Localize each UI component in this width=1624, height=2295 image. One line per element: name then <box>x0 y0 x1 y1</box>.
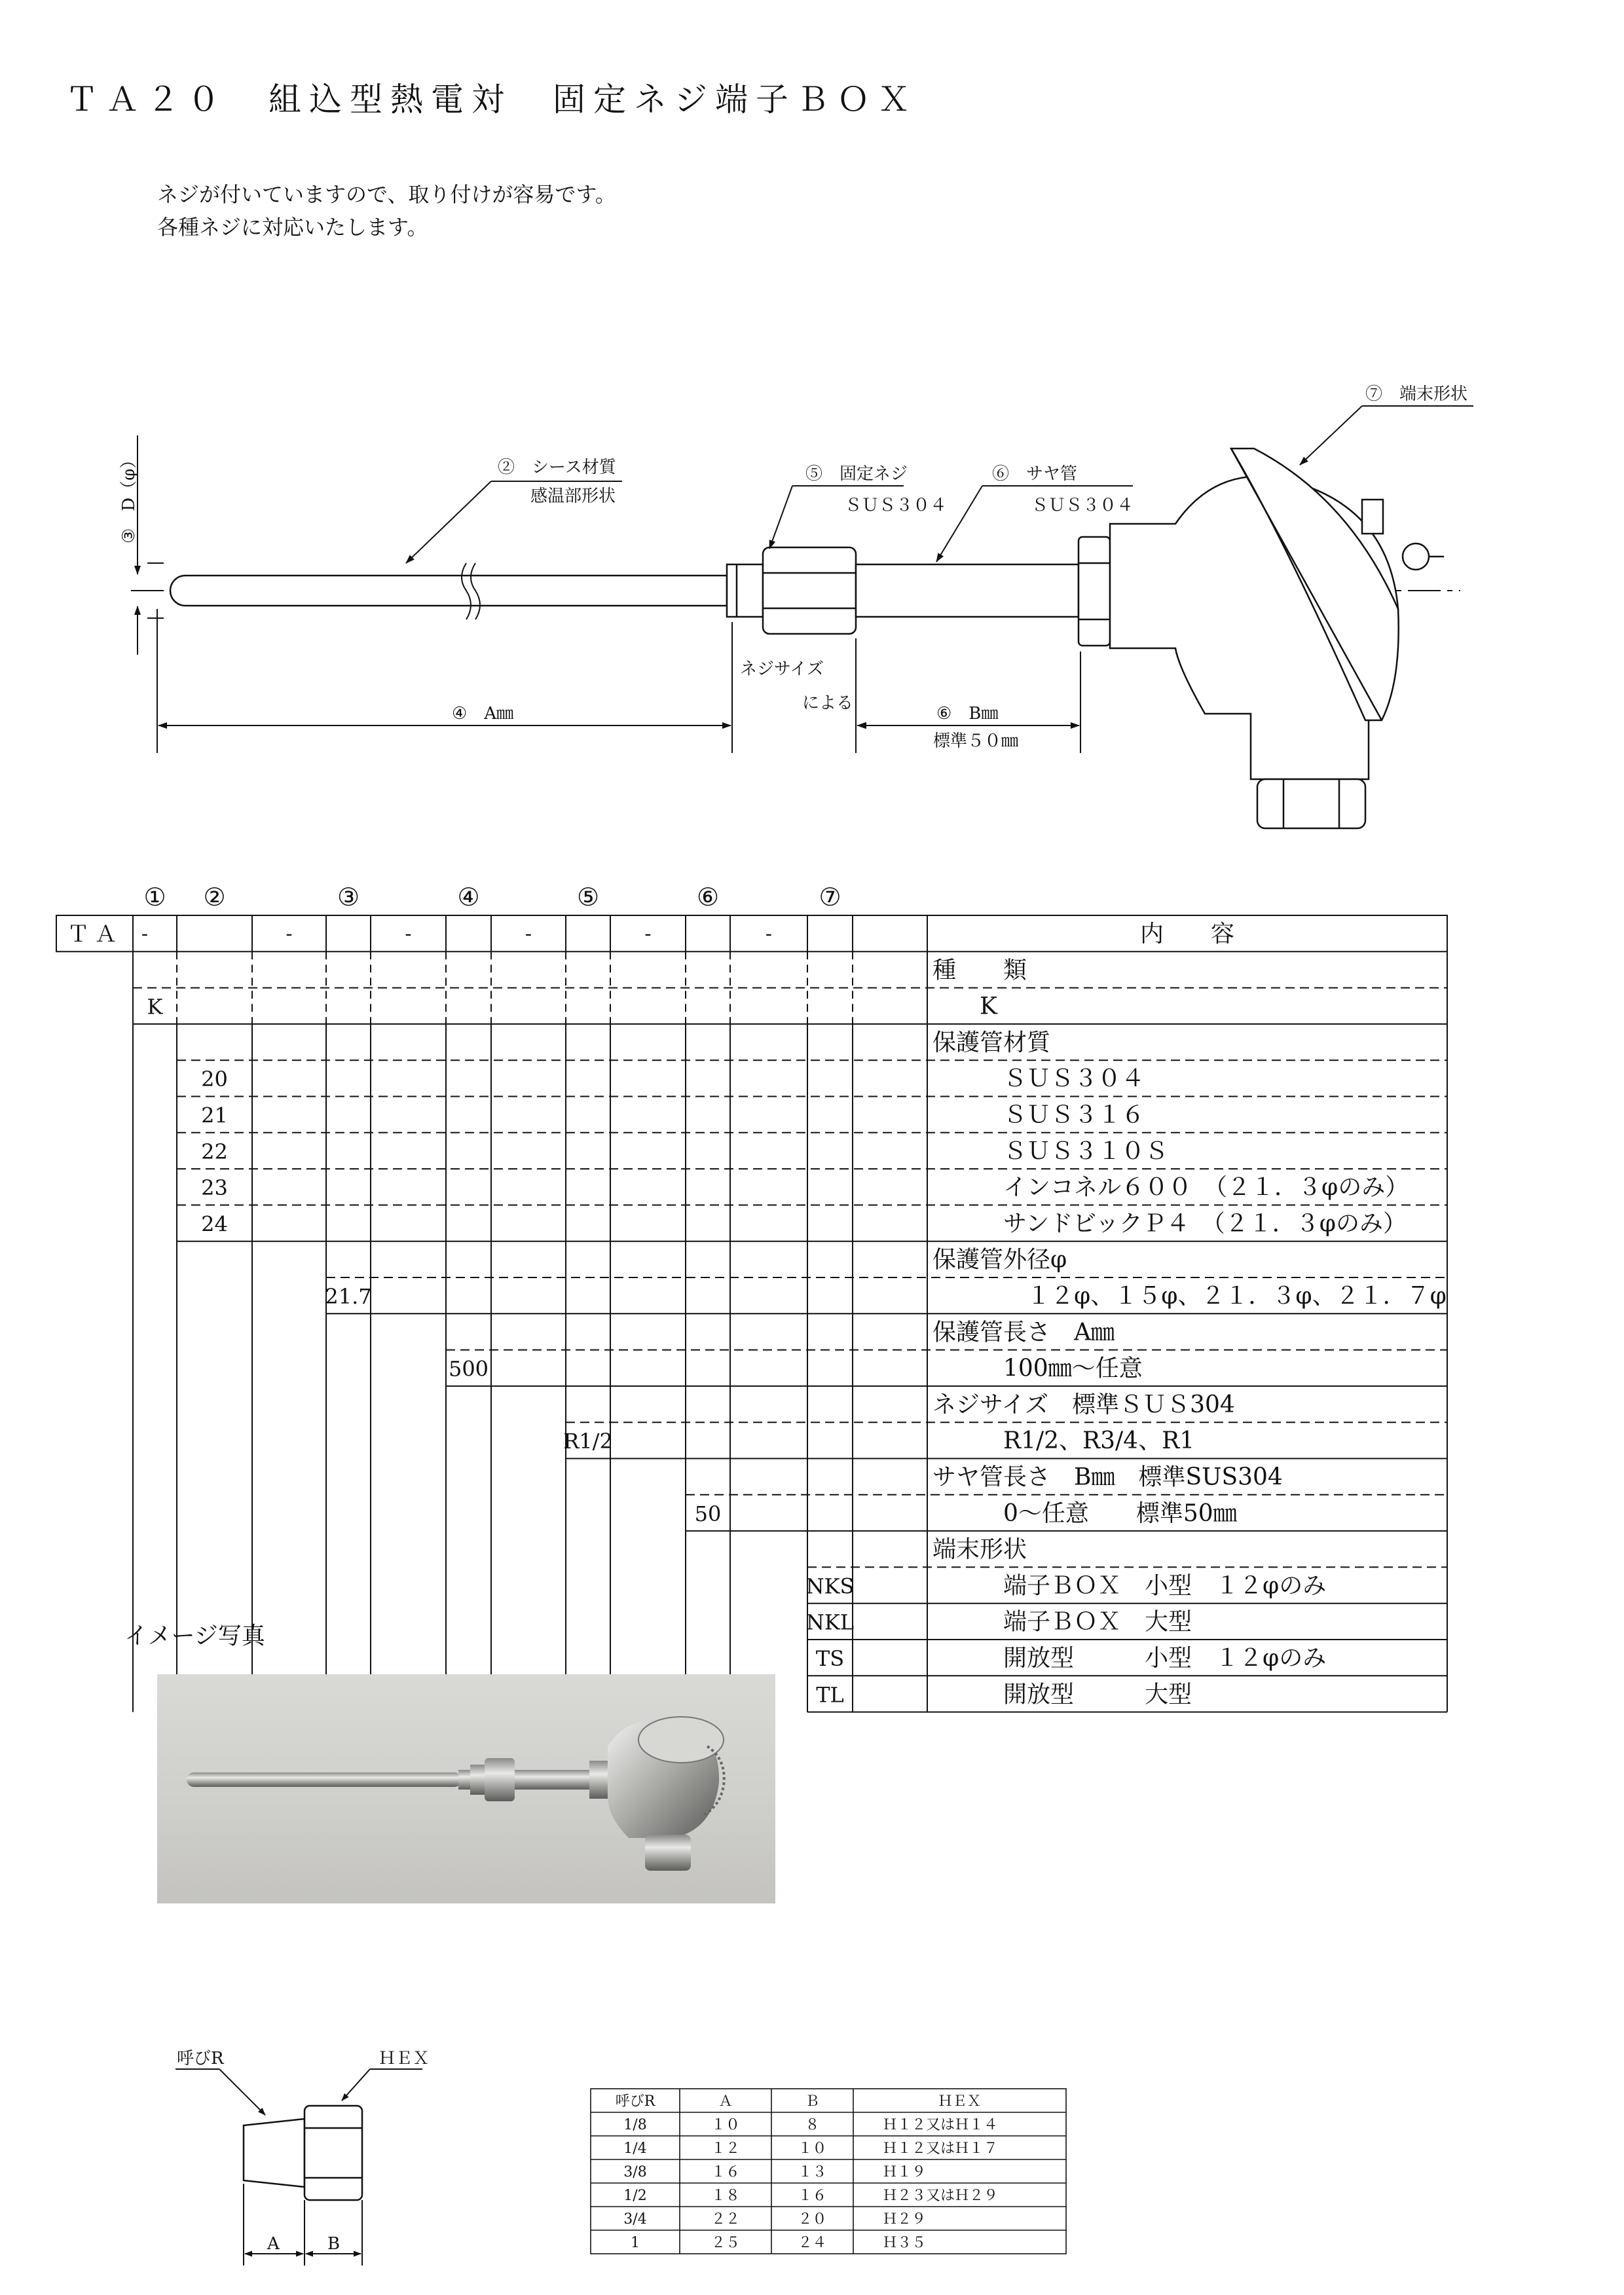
product-photo <box>157 1674 775 1903</box>
thread-table-cell: Ｈ１９ <box>883 2164 927 2180</box>
photo-gland <box>645 1835 691 1871</box>
code-header-number: ④ <box>457 883 480 911</box>
thread-table-cell: Ｈ１２又はＨ１４ <box>883 2117 999 2133</box>
thread-table-cell: 1/8 <box>623 2117 647 2133</box>
code-value: TS <box>815 1646 845 1671</box>
thread-table-cell: ８ <box>805 2117 820 2133</box>
thread-table-cell: 3/4 <box>623 2211 647 2228</box>
content-category: サヤ管長さ B㎜ 標準SUS304 <box>932 1463 1283 1491</box>
thread-table-cell: １６ <box>710 2164 741 2180</box>
label-screw-size: ネジサイズ <box>740 659 824 679</box>
content-category: 端末形状 <box>932 1536 1027 1564</box>
code-table <box>0 864 1624 1742</box>
code-value: 22 <box>201 1139 228 1164</box>
fix-screw-thread <box>727 564 763 617</box>
code-value: TL <box>816 1682 844 1708</box>
code-header-number: ② <box>203 883 226 911</box>
label-b: ⑥ B㎜ <box>936 704 999 724</box>
code-value: 50 <box>694 1501 722 1526</box>
label-terminal: ⑦ 端末形状 <box>1365 384 1468 404</box>
content-option: 端子ＢＯＸ 小型 １２φのみ <box>932 1572 1327 1600</box>
code-dash: - <box>286 923 293 946</box>
content-option: ＳＵＳ３１０Ｓ <box>932 1137 1169 1165</box>
content-category: 種 類 <box>932 957 1027 984</box>
thread-table-header: Ｂ <box>805 2093 820 2110</box>
code-value: 20 <box>201 1067 228 1092</box>
code-dash: - <box>405 923 412 946</box>
code-value: NKL <box>805 1609 855 1635</box>
code-value: K <box>147 994 163 1019</box>
content-category: 保護管材質 <box>932 1029 1051 1056</box>
label-yobi-r: 呼びR <box>177 2049 224 2068</box>
code-header-number: ⑥ <box>696 883 720 911</box>
code-value: 23 <box>201 1175 228 1201</box>
content-option: サンドビックＰ４ （２１．３φのみ） <box>932 1210 1407 1238</box>
code-dash: - <box>141 923 149 946</box>
label-sensing: 感温部形状 <box>530 487 616 506</box>
content-option: K <box>932 993 997 1020</box>
label-sheath: ② シース材質 <box>498 458 616 477</box>
head-hex <box>1079 537 1110 646</box>
content-option: R1/2、R3/4、R1 <box>932 1427 1195 1455</box>
thread-table-cell: １０ <box>710 2117 741 2133</box>
code-value: R1/2 <box>563 1429 613 1454</box>
thread-size-table <box>0 2076 1624 2295</box>
thread-table-cell: ２２ <box>710 2211 741 2228</box>
thread-table-cell: Ｈ２９ <box>883 2211 927 2228</box>
thread-table-header: 呼びR <box>615 2093 655 2110</box>
code-header-number: ③ <box>337 883 360 911</box>
label-fitting-a: A <box>267 2234 280 2254</box>
content-option: ＳＵＳ３１６ <box>932 1101 1145 1129</box>
thread-table-cell: Ｈ３５ <box>883 2235 927 2251</box>
label-a: ④ A㎜ <box>452 704 514 724</box>
label-depends: による <box>802 693 854 713</box>
thread-table-cell: 1/2 <box>623 2188 647 2204</box>
fix-screw-hex <box>763 547 856 634</box>
code-header-row <box>56 915 1447 951</box>
code-dash: - <box>765 923 773 946</box>
label-saya: ⑥ サヤ管 <box>992 464 1078 484</box>
content-option: 100㎜～任意 <box>932 1355 1143 1382</box>
content-option: 端子ＢＯＸ 大型 <box>932 1608 1192 1636</box>
code-dash: - <box>525 923 532 946</box>
label-hex: ＨＥＸ <box>378 2049 430 2068</box>
label-fix-screw: ⑤ 固定ネジ <box>805 464 908 484</box>
code-header-number: ⑦ <box>819 883 841 911</box>
label-fitting-b: B <box>327 2234 341 2254</box>
thread-table-cell: ２０ <box>798 2211 827 2228</box>
content-category: 保護管外径φ <box>932 1246 1067 1274</box>
code-dash: - <box>644 923 652 946</box>
head-screw <box>1403 543 1429 570</box>
thread-table-cell: Ｈ２３又はＨ２９ <box>883 2188 999 2204</box>
code-prefix: ＴＡ <box>67 921 122 947</box>
thread-table-cell: 3/8 <box>623 2164 647 2180</box>
thread-table-cell: ２４ <box>798 2235 827 2251</box>
content-option: インコネル６００ （２１．３φのみ） <box>932 1174 1409 1202</box>
code-value: 500 <box>448 1356 489 1382</box>
thread-table-cell: １６ <box>798 2188 827 2204</box>
thread-table-cell: １２ <box>710 2140 741 2157</box>
code-value: 21 <box>201 1103 228 1128</box>
photo-label: イメージ写真 <box>124 1623 265 1649</box>
thread-table-cell: 1/4 <box>623 2140 647 2157</box>
head-knob <box>1362 500 1383 534</box>
thread-table-header: Ａ <box>718 2093 733 2110</box>
photo-sheath <box>187 1772 462 1787</box>
thread-table-cell: １０ <box>798 2140 827 2157</box>
photo-nut <box>485 1758 515 1801</box>
thread-table-cell: Ｈ１２又はＨ１７ <box>883 2140 999 2157</box>
code-header-number: ① <box>143 883 166 911</box>
thread-table-cell: １３ <box>798 2164 827 2180</box>
code-value: NKS <box>805 1573 855 1599</box>
label-fix-screw-mat: ＳＵＳ３０４ <box>845 496 948 515</box>
content-option: 0～任意 標準50㎜ <box>932 1499 1237 1527</box>
thread-table-border <box>591 2089 1066 2254</box>
content-option: １２φ、１５φ、２１．３φ、２１．７φ <box>932 1283 1447 1310</box>
label-saya-mat: ＳＵＳ３０４ <box>1031 496 1134 515</box>
code-value: 21.7 <box>325 1284 372 1309</box>
thread-table-header: ＨＥＸ <box>938 2093 982 2110</box>
sheath-tube <box>170 576 727 606</box>
intro-line-1: ネジが付いていますので、取り付けが容易です。 <box>157 182 616 207</box>
content-category: 保護管長さ A㎜ <box>932 1319 1115 1346</box>
content-option: ＳＵＳ３０４ <box>932 1065 1145 1093</box>
thread-table-cell: １８ <box>710 2188 741 2204</box>
label-diameter: ③ D（φ） <box>119 451 139 543</box>
page-title: ＴＡ２０ 組込型熱電対 固定ネジ端子ＢＯＸ <box>65 81 918 119</box>
thread-table-cell: ２５ <box>710 2235 741 2251</box>
gland-nut <box>1257 779 1365 828</box>
saya-tube <box>856 564 1079 617</box>
intro-line-2: 各種ネジに対応いたします。 <box>157 215 428 240</box>
content-category: ネジサイズ 標準ＳＵＳ304 <box>932 1391 1235 1418</box>
label-std50: 標準５０㎜ <box>933 731 1019 751</box>
technical-drawing <box>0 340 1624 864</box>
thread-table-cell: 1 <box>631 2235 640 2251</box>
content-option: 開放型 大型 <box>932 1681 1192 1708</box>
content-header: 内 容 <box>1139 921 1235 947</box>
code-value: 24 <box>201 1211 228 1237</box>
code-header-number: ⑤ <box>576 883 600 911</box>
content-option: 開放型 小型 １２φのみ <box>932 1645 1327 1672</box>
